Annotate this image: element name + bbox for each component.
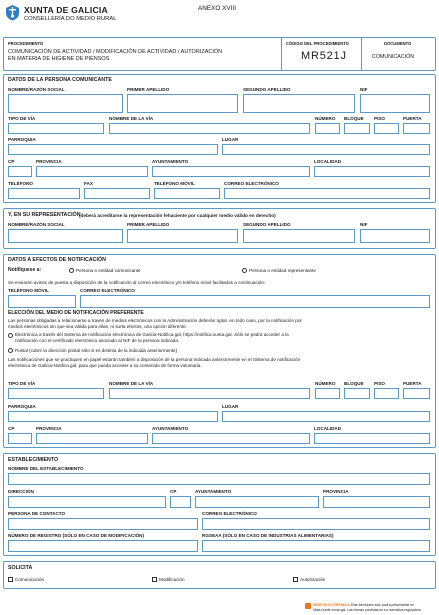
field-label: CORREO ELECTRÓNICO [224, 181, 279, 186]
notif-lugar-input[interactable] [222, 411, 430, 422]
field-label: CP [8, 426, 15, 431]
provincia-input[interactable] [36, 166, 148, 177]
field-label: PUERTA [403, 381, 422, 386]
avisos-text: Se enviarán avisos de puesta a disposición de la notificación al correo electrónico y/o teléfono móvil facilitados a continuación: [8, 280, 266, 285]
notif-movil-input[interactable] [8, 295, 76, 308]
field-label: PARROQUIA [8, 404, 36, 409]
puerta-input[interactable] [403, 123, 430, 134]
lugar-input[interactable] [222, 144, 430, 155]
field-label: LUGAR [222, 404, 239, 409]
postal-note-2: electrónica de Galicia-Notifica.gal, para que pueda acceder a su contenido de forma voluntaria. [8, 363, 202, 368]
parroquia-input[interactable] [8, 144, 218, 155]
rep-nif-input[interactable] [360, 229, 430, 243]
notif-puerta-input[interactable] [403, 388, 430, 399]
field-label: NOMBRE DE LA VÍA [109, 116, 154, 121]
numero-input[interactable] [315, 123, 340, 134]
field-label: NOMBRE/RAZÓN SOCIAL [8, 87, 65, 92]
notif-parroquia-input[interactable] [8, 411, 218, 422]
est-contacto-input[interactable] [8, 518, 198, 530]
field-label: NÚMERO [315, 116, 336, 121]
est-provincia-input[interactable] [323, 496, 430, 508]
org-name: XUNTA DE GALICIA [24, 5, 108, 15]
field-label: TIPO DE VÍA [8, 381, 36, 386]
footer-text: Este formulario sólo podrá presentarse en [351, 603, 415, 607]
field-label: LOCALIDAD [314, 426, 342, 431]
field-label: SEGUNDO APELLIDO [243, 87, 291, 92]
checkbox-autorizacion[interactable] [293, 577, 298, 582]
checkbox-modificacion[interactable] [152, 577, 157, 582]
piso-input[interactable] [374, 123, 399, 134]
notif-piso-input[interactable] [374, 388, 399, 399]
checkbox-label: Modificación [159, 576, 185, 582]
field-label: PROVINCIA [323, 489, 349, 494]
field-label: RGSEAA (SÓLO EN CASO DE INDUSTRIAS ALIMENTARIAS) [202, 533, 334, 538]
apellido1-input[interactable] [127, 94, 238, 113]
notif-nombre-via-input[interactable] [109, 388, 310, 399]
field-label: AYUNTAMIENTO [152, 426, 189, 431]
radio-label: Persona o entidad comunicante [76, 268, 141, 273]
ayuntamiento-input[interactable] [152, 166, 310, 177]
field-label: TELÉFONO MÓVIL [8, 288, 49, 293]
email-input[interactable] [224, 188, 430, 199]
notif-cp-input[interactable] [8, 433, 32, 444]
nif-input[interactable] [360, 94, 430, 113]
field-label: NOMBRE DE LA VÍA [109, 381, 154, 386]
procedure-text-2: EN MATERIA DE HIGIENE DE PIENSOS [8, 55, 110, 62]
est-email-input[interactable] [202, 518, 430, 530]
field-label: LOCALIDAD [314, 159, 342, 164]
nombre-input[interactable] [8, 94, 123, 113]
radio-label: Persona o entidad representante [249, 268, 316, 273]
apellido2-input[interactable] [243, 94, 355, 113]
checkbox-label: Comunicación [15, 576, 45, 582]
annex-label: ANEXO XVIII [198, 5, 237, 12]
est-nombre-input[interactable] [8, 473, 430, 485]
cp-input[interactable] [8, 166, 32, 177]
document-type: COMUNICACIÓN [372, 54, 415, 60]
section-title: ESTABLECIMIENTO [8, 457, 59, 463]
est-registro-input[interactable] [8, 540, 198, 552]
field-label: AYUNTAMIENTO [195, 489, 232, 494]
notif-bloque-input[interactable] [344, 388, 370, 399]
field-label: PERSONA DE CONTACTO [8, 511, 66, 516]
field-label: PUERTA [403, 116, 422, 121]
eleccion-title: ELECCIÓN DEL MEDIO DE NOTIFICACIÓN PREFERENTE [8, 310, 144, 316]
procedure-code-label: CÓDIGO DEL PROCEDIMIENTO [286, 41, 349, 46]
radio-comunicante[interactable] [69, 268, 74, 273]
field-label: NOMBRE/RAZÓN SOCIAL [8, 222, 65, 227]
est-cp-input[interactable] [170, 496, 191, 508]
field-label: TIPO DE VÍA [8, 116, 36, 121]
field-label: TELÉFONO MÓVIL [154, 181, 195, 186]
field-label: CORREO ELECTRÓNICO [80, 288, 135, 293]
electronica-text: Electrónica a través del Sistema de notificación electrónica de Galicia-Notifica.gal, https://notifica.xunta.gal. Sólo se podrá acceder a la [15, 332, 289, 337]
field-label: NÚMERO DE REGISTRO (SÓLO EN CASO DE MODIFICACIÓN) [8, 533, 145, 538]
checkbox-comunicacion[interactable] [8, 577, 13, 582]
field-label: NIF [360, 87, 368, 92]
section-title: DATOS DE LA PERSONA COMUNICANTE [8, 77, 112, 83]
section-title: DATOS A EFECTOS DE NOTIFICACIÓN [8, 257, 106, 263]
field-label: NOMBRE DEL ESTABLECIMIENTO [8, 466, 84, 471]
nombre-via-input[interactable] [109, 123, 310, 134]
field-label: NÚMERO [315, 381, 336, 386]
document-label: DOCUMENTO [384, 41, 412, 46]
notif-tipo-via-input[interactable] [8, 388, 104, 399]
radio-postal[interactable] [8, 348, 13, 353]
procedure-code: MR521J [301, 50, 347, 62]
sede-label: SEDE ELECTRÓNICA [313, 603, 350, 607]
section-title: Y, EN SU REPRESENTACIÓN [8, 212, 81, 218]
radio-electronica[interactable] [8, 333, 13, 338]
field-label: FAX [84, 181, 93, 186]
field-label: PISO [374, 116, 385, 121]
movil-input[interactable] [154, 188, 220, 199]
footer-text-2: https://sede.xunta.gal. Las formas previstas en su normativa reguladora [313, 608, 421, 612]
section-title: SOLICITA [8, 565, 33, 571]
est-direccion-input[interactable] [8, 496, 166, 508]
notif-email-input[interactable] [80, 295, 430, 308]
sede-logo-icon [305, 603, 311, 609]
field-label: PRIMER APELLIDO [127, 87, 170, 92]
representacion-note: (deberá acreditarse la representación fehaciente por cualquier medio válido en derecho) [79, 212, 276, 218]
field-label: BLOQUE [344, 116, 364, 121]
field-label: LUGAR [222, 137, 239, 142]
field-label: PROVINCIA [36, 426, 62, 431]
field-label: DIRECCIÓN [8, 489, 34, 494]
obligadas-text-2: medios electrónicos sin que sea válida para ellas, ni surta efectos, una opción diferente. [8, 324, 188, 329]
section-solicita [3, 561, 436, 589]
field-label: CORREO ELECTRÓNICO [202, 511, 257, 516]
notif-provincia-input[interactable] [36, 433, 148, 444]
field-label: SEGUNDO APELLIDO [243, 222, 291, 227]
fax-input[interactable] [84, 188, 150, 199]
notif-localidad-input[interactable] [314, 433, 430, 444]
field-label: TELÉFONO [8, 181, 34, 186]
org-department: CONSELLERÍA DO MEDIO RURAL [24, 16, 117, 22]
tipo-via-input[interactable] [8, 123, 104, 134]
postal-text: Postal (cubrir la dirección postal sólo si es distinta de la indicada anteriormente) [15, 347, 178, 353]
bloque-input[interactable] [344, 123, 370, 134]
rep-apellido1-input[interactable] [127, 229, 238, 243]
field-label: PRIMER APELLIDO [127, 222, 170, 227]
notifiquese-label: Notifíquese a: [8, 267, 42, 273]
procedure-label: PROCEDIMIENTO [8, 41, 44, 46]
field-label: PISO [374, 381, 385, 386]
field-label: CP [170, 489, 177, 494]
procedure-text: COMUNICACIÓN DE ACTIVIDAD / MODIFICACIÓN DE ACTIVIDAD / AUTORIZACIÓN [8, 49, 223, 55]
notif-numero-input[interactable] [315, 388, 340, 399]
rep-apellido2-input[interactable] [243, 229, 355, 243]
radio-representante[interactable] [242, 268, 247, 273]
electronica-text-2: notificación con el certificado electrónico asociado al NIF de la persona indicada. [15, 338, 180, 343]
localidad-input[interactable] [314, 166, 430, 177]
postal-note: Las notificaciones que se practiquen en papel estarán también a disposición de la persona indicada anteriormente en el Sistema de notificación [8, 357, 301, 362]
field-label: BLOQUE [344, 381, 364, 386]
field-label: CP [8, 159, 15, 164]
field-label: NIF [360, 222, 368, 227]
obligadas-text: Las personas obligadas a relacionarse a través de medios electrónicos con la Administración deberán optar, en todo caso, por la notificación por [8, 318, 302, 323]
rep-nombre-input[interactable] [8, 229, 123, 243]
xunta-logo-icon [4, 4, 21, 21]
checkbox-label: Autorización [300, 576, 326, 582]
est-rgseaa-input[interactable] [202, 540, 430, 552]
field-label: PARROQUIA [8, 137, 36, 142]
telefono-input[interactable] [8, 188, 80, 199]
field-label: PROVINCIA [36, 159, 62, 164]
field-label: AYUNTAMIENTO [152, 159, 189, 164]
est-ayuntamiento-input[interactable] [195, 496, 319, 508]
notif-ayuntamiento-input[interactable] [152, 433, 310, 444]
